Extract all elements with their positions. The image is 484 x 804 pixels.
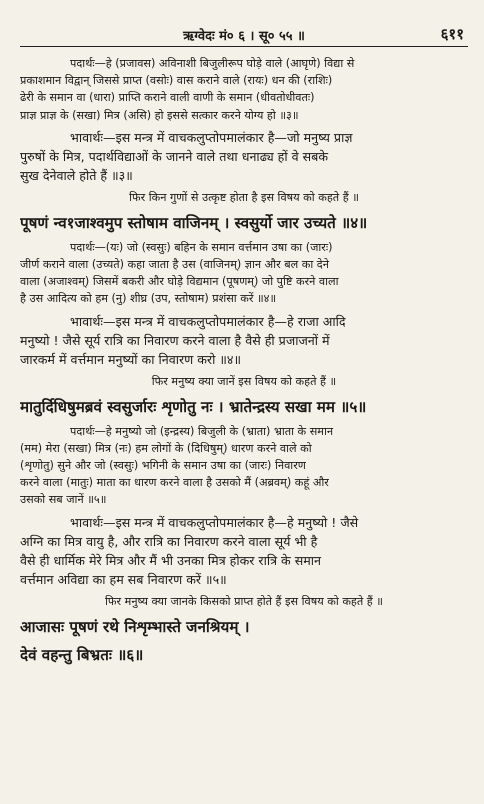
page-number: ६११	[440, 25, 464, 43]
bhavartha-paragraph	[20, 128, 468, 185]
paragraph-line: पदार्थः—हे (प्रजावस) अविनाशी बिजुलीरूप घोड़े वाले (आघृणे) विद्या से	[70, 57, 355, 70]
padartha-paragraph	[20, 239, 468, 308]
paragraph-line: है उस आदित्य को हम (नु) शीघ्र (उप, स्तोषाम) प्रशंसा करें ॥४॥	[20, 292, 277, 306]
paragraph-line: पदार्थः—हे मनुष्यो जो (इन्द्रस्य) बिजुली के (भ्राता) भ्राता के समान	[70, 424, 334, 438]
paragraph-line: भावार्थः—इस मन्त्र में वाचकलुप्तोपमालंकार है—जो मनुष्य प्राज्ञ	[70, 129, 353, 145]
paragraph-line: भावार्थः—इस मन्त्र में वाचकलुप्तोपमालंकार है—हे राजा आदि	[70, 313, 346, 329]
paragraph-line: मनुष्यो ! जैसे सूर्य रात्रि का निवारण करने वाला है वैसे ही प्रजाजनों में	[20, 332, 330, 348]
paragraph-line: (मम) मेरा (सखा) मित्र (नः) हम लोगों के (दिधिषुम्) धारण करने वाले को	[20, 441, 312, 455]
paragraph-line: सुख देनेवाले होते हैं ॥३॥	[20, 167, 133, 183]
paragraph-line: प्रकाशमान विद्वान् जिससे प्राप्त (वसोः) वास कराने वाले (रायः) धन की (राशिः)	[20, 74, 333, 88]
section-intro: फिर मनुष्य क्या जानें इस विषय को कहते हैं ॥	[151, 374, 337, 388]
verse-line: पूषणं न्व१जाश्वमुप स्तोषाम वाजिनम् । स्वसुर्यो जार उच्यते ॥४॥	[20, 213, 368, 232]
paragraph-line: भावार्थः—इस मन्त्र में वाचकलुप्तोपमालंकार है—हे मनुष्यो ! जैसे	[70, 514, 359, 530]
paragraph-line: ढेरी के समान वा (धारा) प्राप्ति कराने वाली वाणी के समान (धीवतोधीवतः)	[20, 91, 315, 105]
padartha-paragraph	[20, 55, 468, 124]
paragraph-line: वर्त्तमान अविद्या का हम सब निवारण करें ॥५॥	[20, 571, 227, 587]
paragraph-line: उसको सब जानें ॥५॥	[20, 493, 107, 507]
paragraph-line: वाला (अजाश्वम्) जिसमें बकरी और घोड़े विद्यमान (पूषणम्) जो पुष्टि करने वाला	[20, 275, 339, 289]
paragraph-line: पुरुषों के मित्र, पदार्थविद्याओं के जानने वाले तथा धनाढ्य हों वे सबके	[20, 148, 328, 164]
running-title: ऋग्वेदः मं० ६ । सू० ५५ ॥	[183, 29, 305, 44]
padartha-paragraph	[20, 423, 468, 509]
page-body	[20, 55, 468, 667]
paragraph-line: करने वाला (मातुः) माता का धारण करने वाला है उसको मैं (अब्रवम्) कहूं और	[20, 476, 329, 490]
paragraph-line: प्राज्ञ प्राज्ञ के (सखा) मित्र (असि) हो इससे सत्कार करने योग्य हो ॥३॥	[20, 108, 299, 122]
paragraph-line: (शृणोतु) सुने और जो (स्वसुः) भगिनी के समान उषा का (जारः) निवारण	[20, 459, 306, 473]
section-intro: फिर किन गुणों से उत्कृष्ट होता है इस विषय को कहते हैं ॥	[129, 190, 359, 204]
paragraph-line: जीर्ण कराने वाला (उच्यते) कहा जाता है उस (वाजिनम्) ज्ञान और बल का देने	[20, 258, 329, 272]
bhavartha-paragraph	[20, 312, 468, 369]
paragraph-line: वैसे ही धार्मिक मेरे मित्र और मैं भी उनका मित्र होकर रात्रि के समान	[20, 552, 322, 568]
paragraph-line: अग्नि का मित्र वायु है, और रात्रि का निवारण करने वाला सूर्य भी है	[20, 533, 318, 549]
paragraph-line: जारकर्म में वर्त्तमान मनुष्यों का निवारण करो ॥४॥	[20, 351, 241, 367]
verse-line: मातुर्दिधिषुमब्रवं स्वसुर्जारः शृणोतु नः । भ्रातेन्द्रस्य सखा मम ॥५॥	[20, 397, 367, 416]
section-intro: फिर मनुष्य क्या जानके किसको प्राप्त होते हैं इस विषय को कहते हैं ॥	[104, 594, 383, 608]
verse-line: देवं वहन्तु बिभ्रतः ॥६॥	[20, 645, 144, 664]
paragraph-line: पदार्थः—(यः) जो (स्वसुः) बहिन के समान वर्त्तमान उषा का (जारः)	[70, 240, 333, 254]
verse-line: आजासः पूषणं रथे निशृम्भास्ते जनश्रियम् ।	[20, 617, 250, 636]
bhavartha-paragraph	[20, 513, 468, 589]
page-header	[20, 24, 468, 47]
